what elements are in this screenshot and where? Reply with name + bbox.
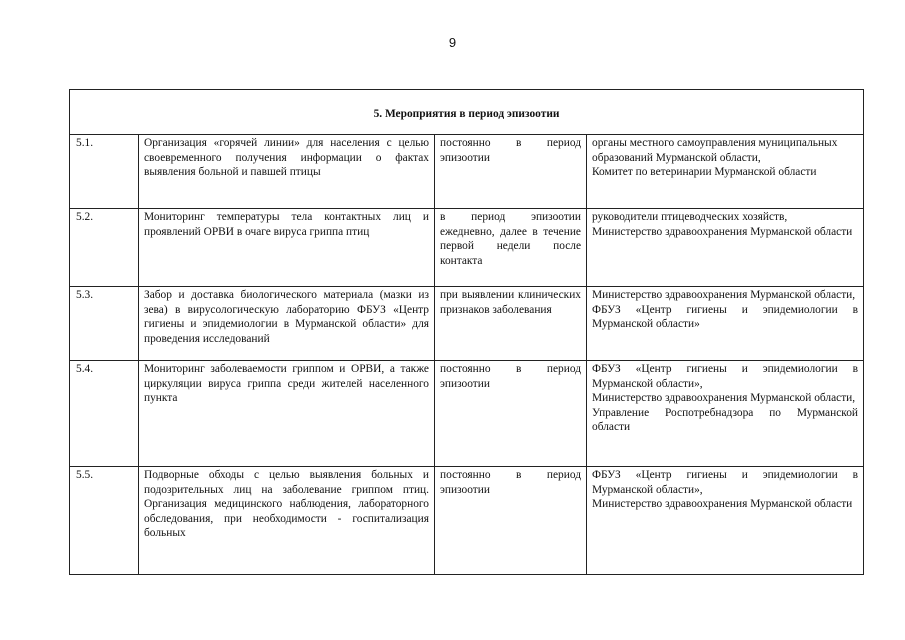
responsible-org: ФБУЗ «Центр гигиены и эпидемиологии в Мурманской области» [592, 303, 859, 331]
responsible-org: Министерство здравоохранения Мурманской области, [592, 392, 856, 405]
row-number: 5.4. [70, 361, 139, 467]
timing-cell: в период эпизоотии ежедневно, далее в течение первой недели после контакта [435, 209, 587, 287]
activity-cell: Мониторинг заболеваемости гриппом и ОРВИ, а также циркуляции вируса гриппа среди жителей населенного пункта [139, 361, 435, 467]
responsible-org: Управление Роспотребнадзора по Мурманской области [592, 406, 859, 434]
row-number: 5.3. [70, 287, 139, 361]
responsible-cell [587, 361, 864, 467]
responsible-org: Комитет по ветеринарии Мурманской области [592, 166, 817, 179]
timing-cell: постоянно в период эпизоотии [435, 135, 587, 209]
table-row [70, 467, 864, 575]
timing-cell: при выявлении клинических признаков заболевания [435, 287, 587, 361]
responsible-org: Министерство здравоохранения Мурманской области, [592, 289, 856, 301]
row-number: 5.2. [70, 209, 139, 287]
responsible-cell [587, 467, 864, 575]
table-row [70, 287, 864, 361]
activity-cell: Забор и доставка биологического материала (мазки из зева) в вирусологическую лабораторию ФБУЗ «Центр гигиены и эпидемиологии в Мурманской области» для проведения исследований [139, 287, 435, 361]
timing-cell: постоянно в период эпизоотии [435, 467, 587, 575]
responsible-org: Министерство здравоохранения Мурманской области [592, 225, 853, 238]
responsible-cell [587, 287, 864, 361]
table-row [70, 361, 864, 467]
responsible-cell [587, 209, 864, 287]
responsible-org: ФБУЗ «Центр гигиены и эпидемиологии в Мурманской области», [592, 363, 859, 390]
responsible-org: Министерство здравоохранения Мурманской области [592, 498, 853, 511]
timing-cell: постоянно в период эпизоотии [435, 361, 587, 467]
responsible-cell [587, 135, 864, 209]
row-number: 5.1. [70, 135, 139, 209]
row-number: 5.5. [70, 467, 139, 575]
activity-cell: Мониторинг температуры тела контактных лиц и проявлений ОРВИ в очаге вируса гриппа птиц [139, 209, 435, 287]
page-number: 9 [448, 35, 457, 50]
activity-cell: Подворные обходы с целью выявления больных и подозрительных лиц на заболевание гриппом птиц. Организация медицинского наблюдения, лабораторного обследования, при необходимости - госпитализация больных [139, 467, 435, 575]
measures-table [69, 89, 864, 575]
table-row [70, 135, 864, 209]
responsible-org: органы местного самоуправления муниципальных образований Мурманской области, [592, 137, 838, 164]
table-row [70, 209, 864, 287]
responsible-org: ФБУЗ «Центр гигиены и эпидемиологии в Мурманской области», [592, 469, 859, 496]
section-header-row [70, 90, 864, 135]
activity-cell: Организация «горячей линии» для населения с целью своевременного получения информации о фактах выявления больной и павшей птицы [139, 135, 435, 209]
responsible-org: руководители птицеводческих хозяйств, [592, 211, 788, 223]
section-title: 5. Мероприятия в период эпизоотии [70, 90, 864, 135]
